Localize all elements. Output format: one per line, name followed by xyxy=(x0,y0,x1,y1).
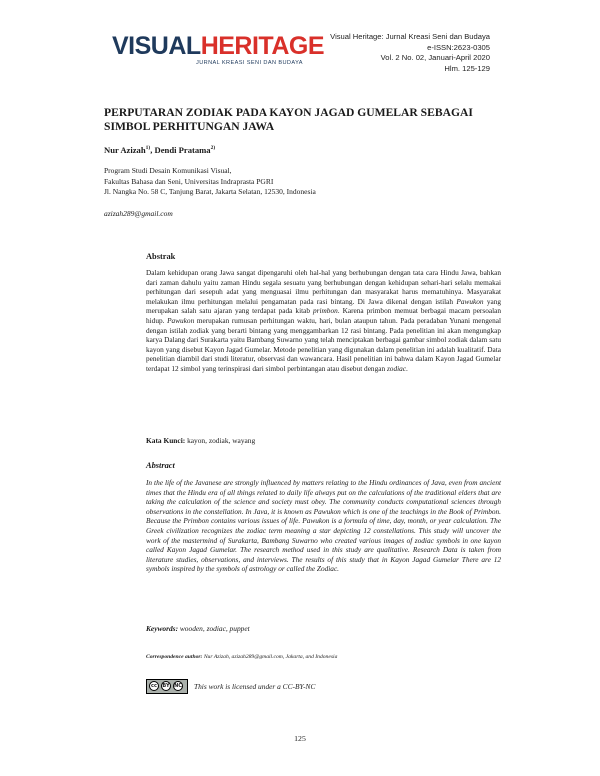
abstract-indonesian xyxy=(146,268,501,374)
abstract-id-term-zodiac: zodiac xyxy=(386,363,407,373)
page-number: 125 xyxy=(294,734,306,743)
abstract-id-term-pawukon-2: Pawukon xyxy=(167,315,195,325)
author-2-mark: 2) xyxy=(210,145,216,152)
cc-icon: cc xyxy=(149,681,159,691)
logo-wordmark xyxy=(112,32,325,60)
license xyxy=(146,677,315,695)
journal-pages: Hlm. 125-129 xyxy=(444,63,490,73)
author-1: Nur Azizah xyxy=(104,145,146,155)
article-title: PERPUTARAN ZODIAK PADA KAYON JAGAD GUMELAR SEBAGAI SIMBOL PERHITUNGAN JAWA xyxy=(104,106,473,133)
author-2: Dendi Pratama xyxy=(154,145,211,155)
keywords-label: Kata Kunci: xyxy=(146,436,186,445)
keywords-values: kayon, zodiak, wayang xyxy=(185,436,256,445)
keywords-en-values: wooden, zodiac, puppet xyxy=(178,624,250,633)
journal-issn: e-ISSN:2623-0305 xyxy=(427,42,490,52)
logo-heritage: HERITAGE xyxy=(200,32,325,60)
correspondence-label: Correspondence author: xyxy=(146,654,203,660)
keywords-english xyxy=(146,624,250,633)
author-1-mark: 1) xyxy=(145,145,151,152)
logo-subtitle: JURNAL KREASI SENI DAN BUDAYA xyxy=(196,60,303,66)
affiliation-address: Jl. Nangka No. 58 C, Tanjung Barat, Jakarta Selatan, 12530, Indonesia xyxy=(104,187,316,196)
abstract-id-text-3: . Karena primbon memuat berbagai macam persoalan hidup. xyxy=(146,306,501,325)
license-text: This work is licensed under a CC-BY-NC xyxy=(194,681,316,691)
abstract-english: In the life of the Javanese are strongly influenced by matters relating to the Hindu ordinances of Java, even from ancient times that the Hindu era of all things related to daily life always put on the calculations of the traditional elders that are taking the calculation of the science and society must obey. The community conducts computational sciences through observations in the constellation. In Java, it is known as Pawukon which is one of the teachings in the Book of Primbon. Because the Primbon contains various issues of life. Pawukon is a formula of time, day, month, or year calculation. The Greek civilization recognizes the zodiac term meaning a star depicting 12 constellations. This study will uncover the work of the mastermind of Surakarta, Bambang Suwarno who created various images of zodiac symbols in one kayon called Kayon Jagad Gumelar. The research method used in this study are qualitative. Research Data is taken from literature studies, observations, and interviews. The results of this study that in Kayon Jagad Gumelar There are 12 symbols inspired by the symbols of astrology or called the Zodiac. xyxy=(146,478,501,574)
abstract-heading: Abstrak xyxy=(146,252,176,261)
journal-name: Visual Heritage: Jurnal Kreasi Seni dan Budaya xyxy=(330,32,490,41)
abstract-id-text-4: merupakan rumusan perhitungan waktu, hari, bulan ataupun tahun. Pada peradaban Yunani mengenal dengan istilah zodiak yang berarti bintang yang menggambarkan 12 rasi bintang. Pada penelitian ini akan mengungkap karya Dalang dari Surakarta yaitu Bambang Suwarno yang telah menciptakan berbagai gambar simbol zodiak dalam satu kayon yang disebut Kayon Jagad Gumelar. Metode penelitian yang digunakan dalam penelitian ini adalah kualitatif. Data penelitian diambil dari studi literatur, observasi dan wawancara. Hasil penelitian ini bahwa dalam Kayon Jagad Gumelar terdapat 12 simbol yang terinspirasi dari simbol perbintangan atau disebut dengan xyxy=(146,315,501,373)
affiliation-program: Program Studi Desain Komunikasi Visual, xyxy=(104,166,232,175)
journal-volume: Vol. 2 No. 02, Januari-April 2020 xyxy=(380,53,490,63)
journal-logo xyxy=(112,32,325,66)
abstract-en-heading: Abstract xyxy=(146,461,175,470)
cc-license-badge[interactable] xyxy=(146,679,188,694)
authors xyxy=(104,145,215,155)
abstract-id-term-primbon: primbon xyxy=(313,306,338,316)
by-icon: BY xyxy=(162,683,170,689)
affiliation-faculty: Fakultas Bahasa dan Seni, Universitas Indraprasta PGRI xyxy=(104,176,274,186)
correspondence-details: Nur Azizah, azizah289@gmail.com, Jakarta, and Indonesia xyxy=(202,654,338,660)
abstract-id-text-2: yang merupakan salah satu ajaran yang terdapat pada kitab xyxy=(146,296,501,316)
nc-icon: NC xyxy=(174,683,182,689)
abstract-id-text-5: . xyxy=(406,363,408,373)
keywords-indonesian xyxy=(146,436,255,445)
logo-visual: VISUAL xyxy=(112,32,201,60)
keywords-en-label: Keywords: xyxy=(146,624,179,633)
journal-info xyxy=(330,32,490,74)
abstract-id-text-1: Dalam kehidupan orang Jawa sangat dipengaruhi oleh hal-hal yang berhubungan dengan tata cara Hindu Jawa, bahkan dari zaman dahulu yaitu zaman Hindu segala sesuatu yang berhubungan dengan kehidupan sehari-hari selalu memakai perhitungan dari sesepuh adat yang menguasai ilmu perhitungan dan masyarakat harus mematuhinya. Masyarakat melakukan ilmu perhitungan melalui pengamatan pada rasi bintang. Di Jawa dikenal dengan istilah xyxy=(146,268,501,306)
abstract-id-term-pawukon: Pawukon xyxy=(456,296,484,306)
affiliation xyxy=(104,166,316,198)
correspondence xyxy=(146,654,337,660)
author-separator: , xyxy=(150,145,155,155)
author-email[interactable]: azizah289@gmail.com xyxy=(104,209,173,218)
